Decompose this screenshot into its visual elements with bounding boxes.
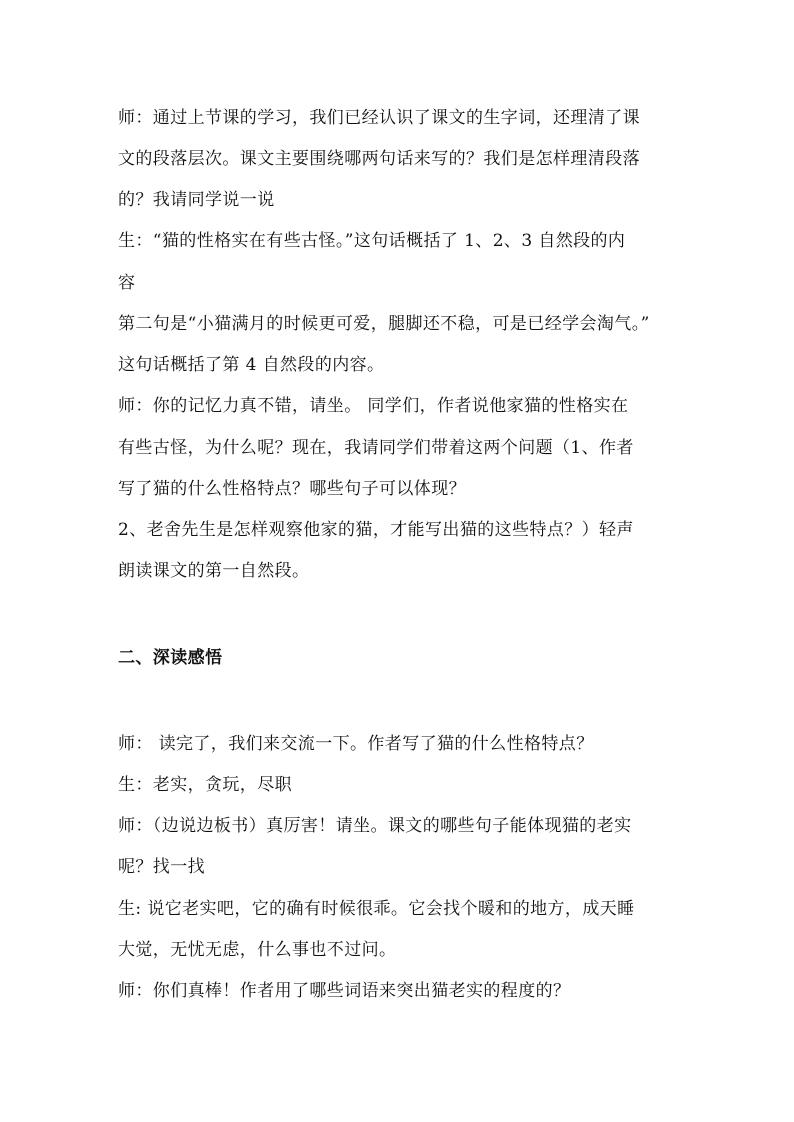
text-line: 第二句是“小猫满月的时候更可爱，腿脚还不稳，可是已经学会淘气。” [118,314,650,334]
text-line: 师：（边说边板书）真厉害！请坐。课文的哪些句子能体现猫的老实 [118,816,632,836]
text-line: 这句话概括了第 4 自然段的内容。 [118,355,385,375]
text-line: 文的段落层次。课文主要围绕哪两句话来写的？我们是怎样理清段落 [118,149,640,169]
text-line: 容 [118,273,136,293]
text-line: 师：通过上节课的学习，我们已经认识了课文的生字词，还理清了课 [118,108,640,128]
text-line: 写了猫的什么性格特点？哪些句子可以体现？ [118,479,466,499]
text-line: 朗读课文的第一自然段。 [118,561,310,581]
text-line: 的？我请同学说一说 [118,190,275,210]
text-line: 生: 说它老实吧，它的确有时候很乖。它会找个暖和的地方，成天睡 [118,899,635,919]
text-line: 师：你们真棒！作者用了哪些词语来突出猫老实的程度的？ [118,981,571,1001]
text-line: 师： 读完了，我们来交流一下。作者写了猫的什么性格特点？ [118,734,594,754]
text-line: 大觉，无忧无虑，什么事也不过问。 [118,940,397,960]
text-line: 师：你的记忆力真不错，请坐。 同学们，作者说他家猫的性格实在 [118,396,629,416]
text-line: 生：老实，贪玩，尽职 [118,775,292,795]
text-line: 呢？找一找 [118,857,205,877]
text-line: 2、老舍先生是怎样观察他家的猫，才能写出猫的这些特点？）轻声 [118,520,634,540]
text-line: 有些古怪，为什么呢？现在，我请同学们带着这两个问题（1、作者 [118,438,634,458]
text-line: 生：“猫的性格实在有些古怪。”这句话概括了 1、2、3 自然段的内 [118,231,626,251]
section-heading: 二、深读感悟 [118,648,223,668]
